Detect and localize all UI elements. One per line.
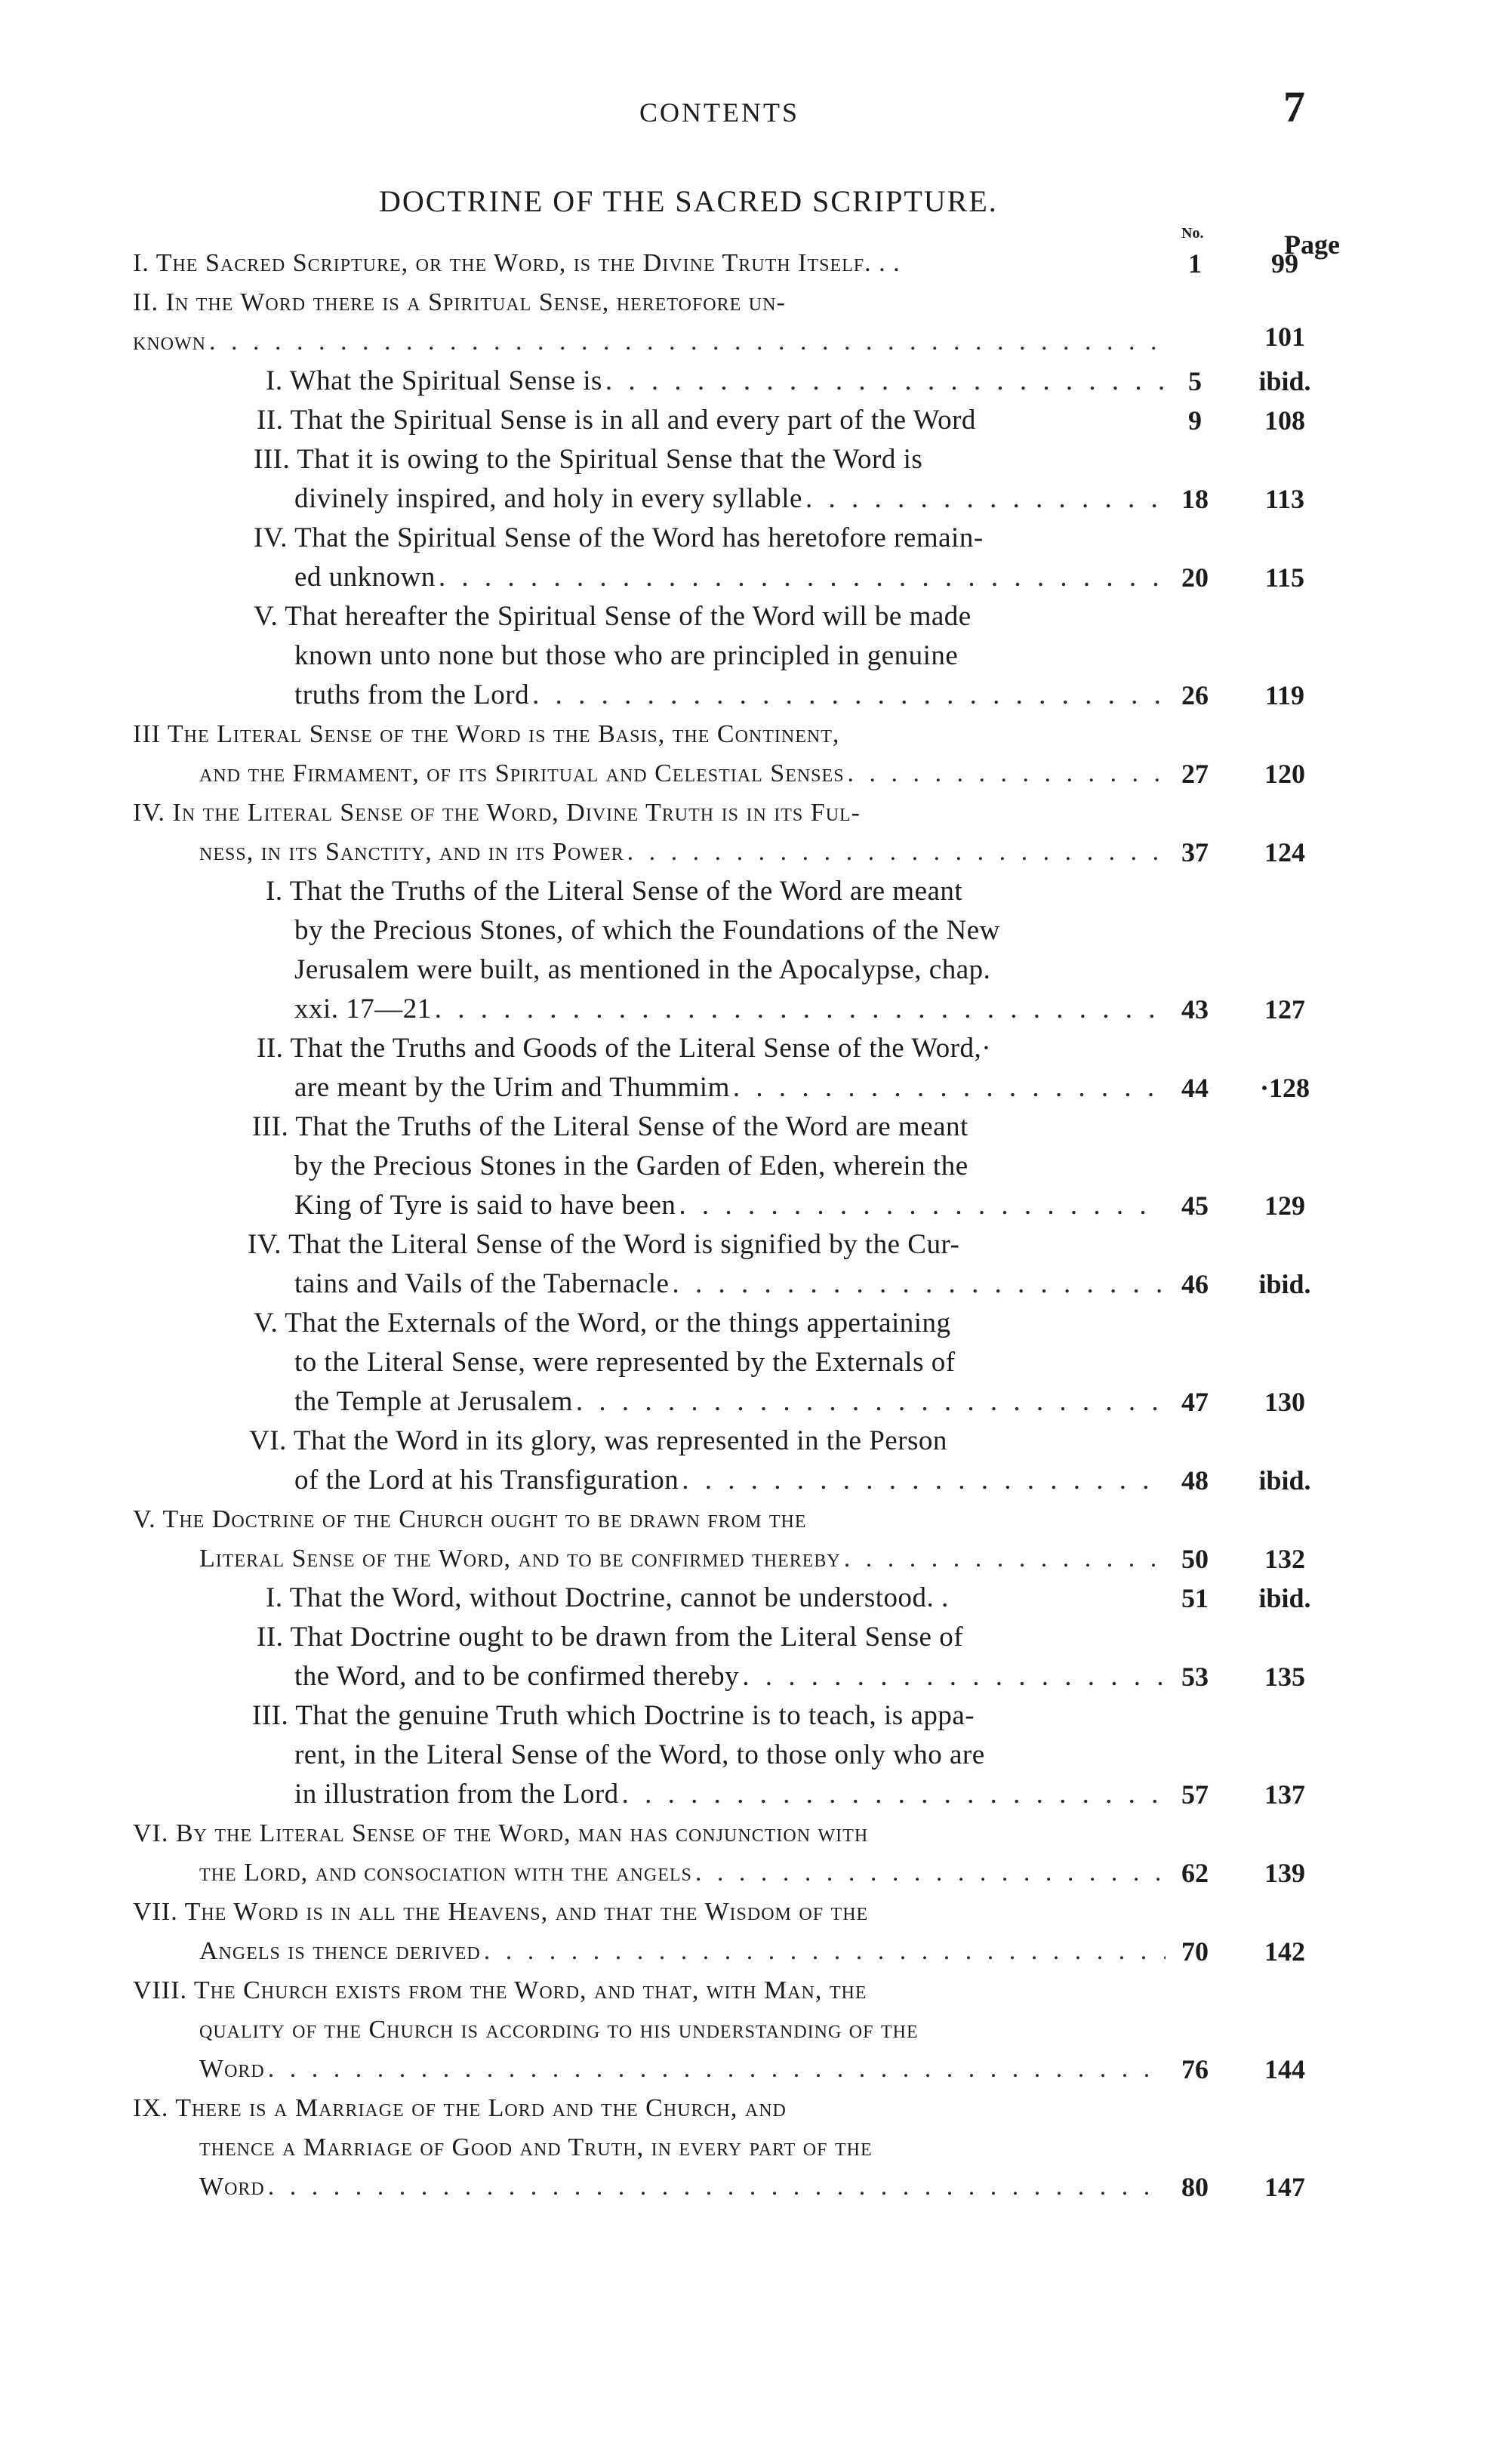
toc-entry-5-line-2: Literal Sense of the Word, and to be confirmed thereby . . .: [199, 1539, 1166, 1579]
toc-entry-6-line-2: the Lord, and consociation with the angels . . .: [199, 1853, 1166, 1893]
toc-page: 132: [1264, 1544, 1305, 1574]
toc-page: 137: [1264, 1779, 1305, 1810]
toc-subentry: are meant by the Urim and Thummim . . .: [294, 1068, 1164, 1107]
toc-subentry: in illustration from the Lord . . .: [294, 1775, 1164, 1814]
section-title: DOCTRINE OF THE SACRED SCRIPTURE.: [379, 184, 998, 218]
toc-entry-3-line-2: and the Firmament, of its Spiritual and Celestial Senses . . .: [199, 754, 1166, 793]
toc-entry-2-line-1: II. In the Word there is a Spiritual Sense, heretofore un-: [133, 288, 786, 316]
toc-number: 5: [1188, 366, 1202, 396]
toc-page: 115: [1264, 562, 1304, 593]
toc-page: 99: [1271, 248, 1298, 279]
toc-subentry: the Temple at Jerusalem . . .: [294, 1382, 1164, 1422]
toc-entry-9-line-1: IX. There is a Marriage of the Lord and the Church, and: [133, 2094, 787, 2122]
toc-subentry: V. That the Externals of the Word, or the things appertaining: [254, 1308, 951, 1338]
toc-subentry: to the Literal Sense, were represented by the Externals of: [294, 1347, 956, 1378]
toc-entry-6-line-1: VI. By the Literal Sense of the Word, man has conjunction with: [133, 1819, 869, 1847]
toc-number: 45: [1181, 1191, 1209, 1221]
toc-number: 9: [1188, 405, 1202, 436]
toc-subentry: of the Lord at his Transfiguration . . .: [294, 1461, 1164, 1500]
toc-entry-8-line-2: quality of the Church is according to his understanding of the: [199, 2016, 919, 2044]
toc-entry-4-line-1: IV. In the Literal Sense of the Word, Divine Truth is in its Ful-: [133, 799, 861, 827]
toc-entry-8-line-3: Word . . .: [199, 2050, 1166, 2089]
toc-subentry: II. That the Spiritual Sense is in all and every part of the Word: [257, 405, 976, 436]
toc-subentry: divinely inspired, and holy in every syllable . . .: [294, 479, 1164, 519]
toc-subentry: III. That it is owing to the Spiritual Sense that the Word is: [254, 444, 923, 475]
toc-number: 26: [1181, 680, 1209, 710]
toc-page: 120: [1264, 759, 1305, 789]
toc-page: ibid.: [1258, 1269, 1311, 1299]
toc-subentry: II. That the Truths and Goods of the Literal Sense of the Word,·: [257, 1033, 992, 1064]
toc-page: 127: [1264, 994, 1305, 1024]
toc-page: 139: [1264, 1858, 1305, 1888]
toc-number: 57: [1181, 1779, 1209, 1810]
toc-entry-9-line-3: Word . . .: [199, 2167, 1166, 2207]
toc-number: 62: [1181, 1858, 1209, 1888]
toc-subentry: VI. That the Word in its glory, was represented in the Person: [249, 1425, 947, 1456]
toc-subentry: known unto none but those who are principled in genuine: [294, 640, 959, 671]
toc-number: 20: [1181, 562, 1209, 593]
toc-number: 47: [1181, 1387, 1209, 1417]
toc-page: 124: [1264, 837, 1305, 867]
toc-number: 46: [1181, 1269, 1209, 1299]
toc-number: 43: [1181, 994, 1209, 1024]
toc-subentry: tains and Vails of the Tabernacle . . .: [294, 1265, 1164, 1304]
running-head: CONTENTS: [639, 97, 799, 128]
toc-subentry: V. That hereafter the Spiritual Sense of the Word will be made: [254, 601, 972, 632]
toc-entry-9-line-2: thence a Marriage of Good and Truth, in every part of the: [199, 2133, 873, 2161]
toc-page: 147: [1264, 2172, 1305, 2202]
toc-page: ibid.: [1258, 366, 1311, 396]
toc-subentry: the Word, and to be confirmed thereby . . .: [294, 1657, 1164, 1696]
toc-subentry: by the Precious Stones, of which the Foundations of the New: [294, 915, 1000, 946]
toc-subentry: I. That the Word, without Doctrine, cannot be understood. .: [266, 1582, 949, 1613]
toc-page: ibid.: [1258, 1465, 1311, 1496]
toc-subentry: IV. That the Literal Sense of the Word is signified by the Cur-: [248, 1229, 960, 1260]
toc-page: 130: [1264, 1387, 1305, 1417]
toc-subentry: King of Tyre is said to have been . . .: [294, 1186, 1164, 1225]
toc-subentry: by the Precious Stones in the Garden of Eden, wherein the: [294, 1151, 968, 1181]
toc-entry-5-line-1: V. The Doctrine of the Church ought to be drawn from the: [133, 1505, 807, 1533]
toc-subentry: III. That the genuine Truth which Doctrine is to teach, is appa-: [252, 1700, 975, 1731]
toc-page: 142: [1264, 1936, 1305, 1967]
toc-number: 27: [1181, 759, 1209, 789]
toc-subentry: IV. That the Spiritual Sense of the Word has heretofore remain-: [254, 522, 984, 553]
column-header-no: No.: [1181, 225, 1204, 242]
toc-subentry: III. That the Truths of the Literal Sense of the Word are meant: [252, 1111, 968, 1142]
toc-number: 48: [1181, 1465, 1209, 1496]
toc-entry-7-line-1: VII. The Word is in all the Heavens, and that the Wisdom of the: [133, 1898, 869, 1926]
toc-page: 135: [1264, 1662, 1305, 1692]
toc-number: 76: [1181, 2054, 1209, 2084]
toc-page: 113: [1264, 484, 1304, 514]
toc-subentry: truths from the Lord . . .: [294, 676, 1164, 715]
toc-page: 101: [1264, 322, 1305, 352]
toc-number: 44: [1181, 1073, 1209, 1103]
toc-subentry: ed unknown . . .: [294, 558, 1164, 597]
toc-page: 119: [1264, 680, 1304, 710]
toc-number: 37: [1181, 837, 1209, 867]
toc-page: 144: [1264, 2054, 1305, 2084]
toc-number: 70: [1181, 1936, 1209, 1967]
toc-entry-8-line-1: VIII. The Church exists from the Word, and that, with Man, the: [133, 1976, 867, 2004]
toc-entry-4-line-2: ness, in its Sanctity, and in its Power . . .: [199, 833, 1166, 872]
toc-entry-1-line-1: I. The Sacred Scripture, or the Word, is the Divine Truth Itself. . .: [133, 249, 901, 277]
page-number: 7: [1283, 82, 1305, 131]
toc-page: ibid.: [1258, 1583, 1311, 1613]
toc-subentry: I. That the Truths of the Literal Sense of the Word are meant: [266, 876, 963, 907]
toc-entry-7-line-2: Angels is thence derived . . .: [199, 1932, 1166, 1971]
toc-subentry: xxi. 17—21 . . .: [294, 990, 1164, 1029]
toc-number: 50: [1181, 1544, 1209, 1574]
toc-number: 80: [1181, 2172, 1209, 2202]
toc-subentry: I. What the Spiritual Sense is . . .: [266, 362, 1164, 401]
toc-entry-3-line-1: III The Literal Sense of the Word is the Basis, the Continent,: [133, 720, 840, 748]
toc-number: 51: [1181, 1583, 1209, 1613]
toc-page: ·128: [1259, 1073, 1310, 1103]
toc-subentry: Jerusalem were built, as mentioned in the Apocalypse, chap.: [294, 954, 991, 985]
toc-number: 53: [1181, 1662, 1209, 1692]
toc-entry-2-line-2: known . . .: [133, 322, 1167, 362]
toc-page: 129: [1264, 1191, 1305, 1221]
toc-number: 1: [1188, 248, 1202, 279]
toc-page: 108: [1264, 405, 1305, 436]
toc-number: 18: [1181, 484, 1209, 514]
toc-subentry: rent, in the Literal Sense of the Word, to those only who are: [294, 1739, 985, 1770]
column-header-page: Page: [1284, 229, 1340, 260]
toc-subentry: II. That Doctrine ought to be drawn from the Literal Sense of: [257, 1622, 964, 1653]
